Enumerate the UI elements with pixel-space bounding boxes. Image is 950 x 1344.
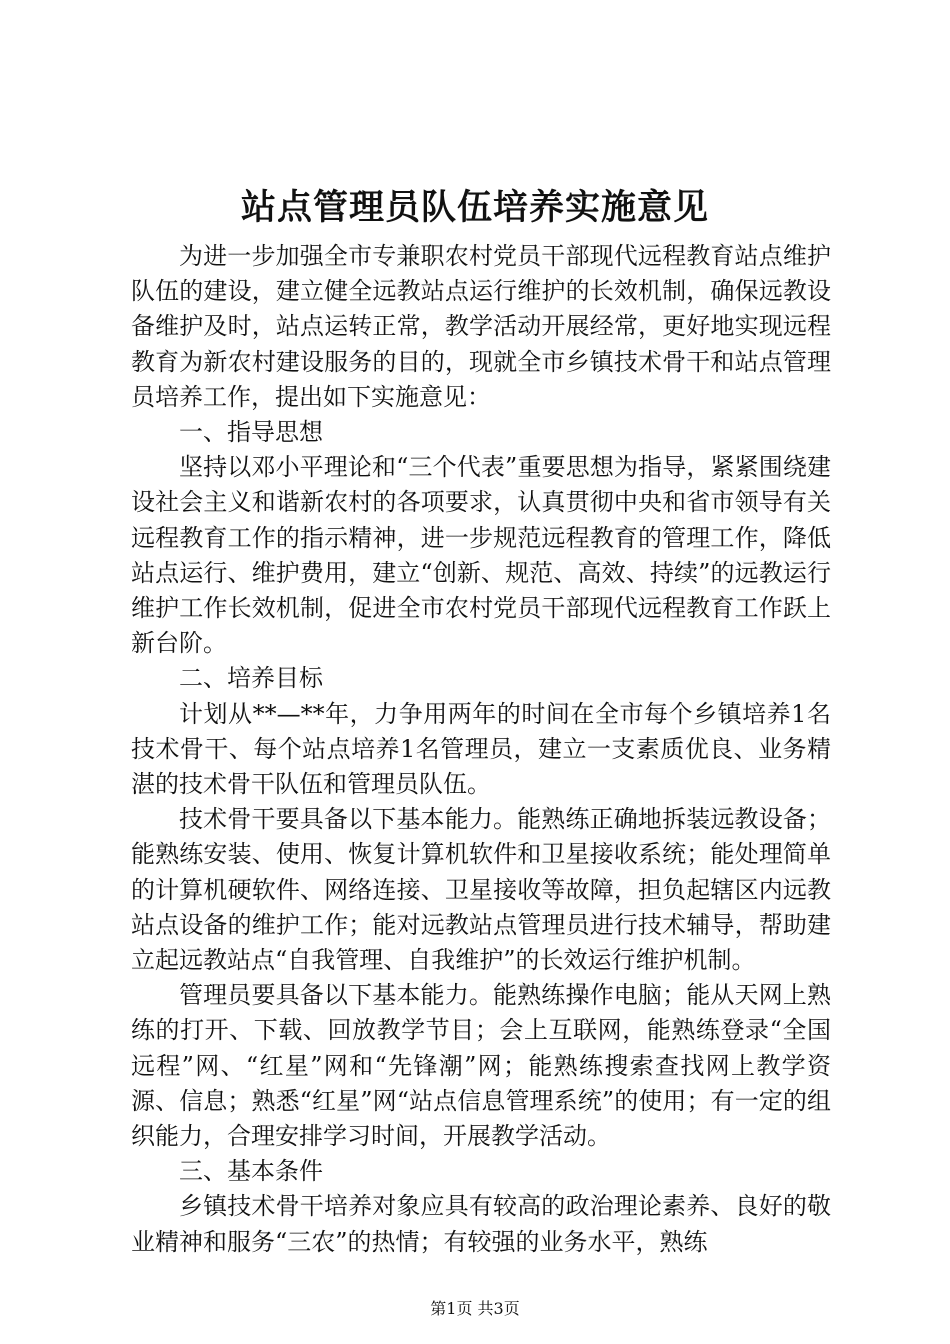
paragraph-administrator-abilities: 管理员要具备以下基本能力。能熟练操作电脑；能从天网上熟练的打开、下载、回放教学节目；会上互联网，能熟练登录“全国远程”网、“红星”网和“先锋潮”网；能熟练搜索查找网上教学资源、信息；熟悉“红星”网“站点信息管理系统”的使用；有一定的组织能力，合理安排学习时间，开展教学活动。: [131, 981, 831, 1151]
paragraph-training-plan: 计划从**—**年，力争用两年的时间在全市每个乡镇培养1名技术骨干、每个站点培养1名管理员，建立一支素质优良、业务精湛的技术骨干队伍和管理员队伍。: [131, 699, 831, 799]
document-title: 站点管理员队伍培养实施意见: [240, 187, 709, 228]
page-footer: 第1页 共3页: [430, 1299, 520, 1318]
paragraph-guiding-thought: 坚持以邓小平理论和“三个代表”重要思想为指导，紧紧围绕建设社会主义和谐新农村的各项要求，认真贯彻中央和省市领导有关远程教育工作的指示精神，进一步规范远程教育的管理工作，降低站点运行、维护费用，建立“创新、规范、高效、持续”的远教运行维护工作长效机制，促进全市农村党员干部现代远程教育工作跃上新台阶。: [131, 453, 831, 658]
paragraph-technician-abilities: 技术骨干要具备以下基本能力。能熟练正确地拆装远教设备；能熟练安装、使用、恢复计算机软件和卫星接收系统；能处理简单的计算机硬软件、网络连接、卫星接收等故障，担负起辖区内远教站点设备的维护工作；能对远教站点管理员进行技术辅导，帮助建立起远教站点“自我管理、自我维护”的长效运行维护机制。: [131, 805, 831, 975]
section-heading-basic-conditions: 三、基本条件: [179, 1157, 323, 1186]
section-heading-training-goals: 二、培养目标: [179, 664, 323, 693]
document-body: [131, 239, 831, 1260]
intro-paragraph: 为进一步加强全市专兼职农村党员干部现代远程教育站点维护队伍的建设，建立健全远教站点运行维护的长效机制，确保远教设备维护及时，站点运转正常，教学活动开展经常，更好地实现远程教育为新农村建设服务的目的，现就全市乡镇技术骨干和站点管理员培养工作，提出如下实施意见：: [131, 242, 831, 411]
paragraph-basic-conditions: 乡镇技术骨干培养对象应具有较高的政治理论素养、良好的敬业精神和服务“三农”的热情；有较强的业务水平，熟练: [131, 1192, 831, 1256]
section-heading-guiding-thought: 一、指导思想: [179, 418, 323, 447]
